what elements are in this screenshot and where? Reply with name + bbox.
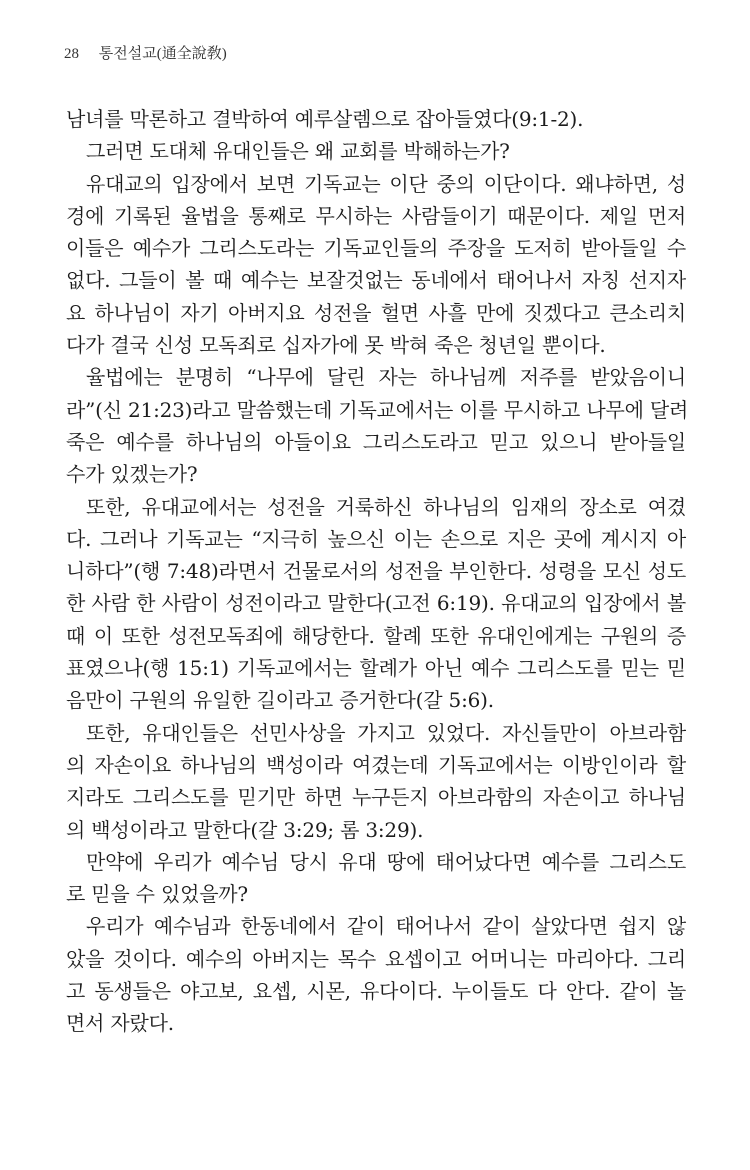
text-line: 다. 그러나 기독교는 “지극히 높으신 이는 손으로 지은 곳에 계시지 아 xyxy=(66,526,686,551)
text-line: 율법에는 분명히 “나무에 달린 자는 하나님께 저주를 받았음이니 xyxy=(86,365,686,390)
text-line: 만약에 우리가 예수님 당시 유대 땅에 태어났다면 예수를 그리스도 xyxy=(86,849,686,874)
text-line: 면서 자랐다. xyxy=(66,1011,174,1036)
book-title: 통전설교(通全說敎) xyxy=(98,46,227,62)
text-line: 우리가 예수님과 한동네에서 같이 태어나서 같이 살았다면 쉽지 않 xyxy=(86,914,686,939)
text-line: 고 동생들은 야고보, 요셉, 시몬, 유다이다. 누이들도 다 안다. 같이 놀 xyxy=(66,979,686,1004)
text-line: 지라도 그리스도를 믿기만 하면 누구든지 아브라함의 자손이고 하나님 xyxy=(66,785,686,810)
text-line: 라”(신 21:23)라고 말씀했는데 기독교에서는 이를 무시하고 나무에 달려 xyxy=(66,397,689,422)
text-line: 유대교의 입장에서 보면 기독교는 이단 중의 이단이다. 왜냐하면, 성 xyxy=(86,171,686,196)
text-line: 때 이 또한 성전모독죄에 해당한다. 할례 또한 유대인에게는 구원의 증 xyxy=(66,623,686,648)
text-line: 남녀를 막론하고 결박하여 예루살렘으로 잡아들였다(9:1-2). xyxy=(66,107,584,131)
body-text xyxy=(66,103,689,1040)
text-line: 의 백성이라고 말한다(갈 3:29; 롬 3:29). xyxy=(66,817,424,842)
text-line: 또한, 유대교에서는 성전을 거룩하신 하나님의 임재의 장소로 여겼 xyxy=(86,494,686,519)
text-line: 의 자손이요 하나님의 백성이라 여겼는데 기독교에서는 이방인이라 할 xyxy=(66,752,686,777)
text-line: 니하다”(행 7:48)라면서 건물로서의 성전을 부인한다. 성령을 모신 성도 xyxy=(66,559,686,584)
page-number: 28 xyxy=(64,46,79,62)
text-line: 그러면 도대체 유대인들은 왜 교회를 박해하는가? xyxy=(86,139,510,164)
running-header xyxy=(64,42,227,63)
text-line: 다가 결국 신성 모독죄로 십자가에 못 박혀 죽은 청년일 뿐이다. xyxy=(66,333,606,358)
text-line: 경에 기록된 율법을 통째로 무시하는 사람들이기 때문이다. 제일 먼저 xyxy=(66,203,686,228)
text-line: 또한, 유대인들은 선민사상을 가지고 있었다. 자신들만이 아브라함 xyxy=(86,720,686,745)
text-line: 표였으나(행 15:1) 기독교에서는 할례가 아닌 예수 그리스도를 믿는 믿 xyxy=(66,656,686,681)
text-line: 없다. 그들이 볼 때 예수는 보잘것없는 동네에서 태어나서 자칭 선지자 xyxy=(66,268,686,293)
text-line: 로 믿을 수 있었을까? xyxy=(66,882,248,907)
text-line: 한 사람 한 사람이 성전이라고 말한다(고전 6:19). 유대교의 입장에서 볼 xyxy=(66,591,686,616)
text-line: 음만이 구원의 유일한 길이라고 증거한다(갈 5:6). xyxy=(66,688,494,713)
text-line: 수가 있겠는가? xyxy=(66,462,198,487)
text-line: 요 하나님이 자기 아버지요 성전을 헐면 사흘 만에 짓겠다고 큰소리치 xyxy=(66,300,686,325)
text-line: 았을 것이다. 예수의 아버지는 목수 요셉이고 어머니는 마리아다. 그리 xyxy=(66,946,686,971)
text-line: 죽은 예수를 하나님의 아들이요 그리스도라고 믿고 있으니 받아들일 xyxy=(66,429,686,454)
text-line: 이들은 예수가 그리스도라는 기독교인들의 주장을 도저히 받아들일 수 xyxy=(66,236,686,261)
